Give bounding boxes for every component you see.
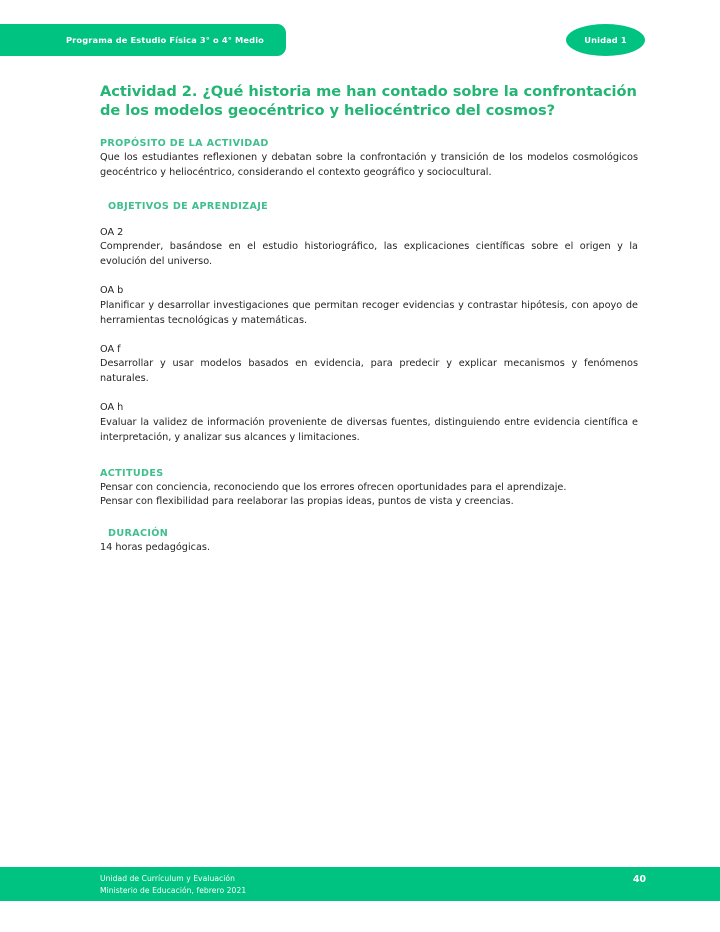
objetivo-code: OA f (100, 343, 121, 355)
spacer (100, 329, 638, 343)
objetivo-item (100, 401, 638, 446)
actitudes-line: Pensar con conciencia, reconociendo que los errores ofrecen oportunidades para el aprendizaje. (100, 481, 567, 493)
spacer (100, 214, 638, 226)
page-footer (0, 867, 720, 901)
objetivo-code: OA b (100, 285, 124, 297)
footer-line-1: Unidad de Currículum y Evaluación (100, 874, 235, 883)
objetivo-text: Desarrollar y usar modelos basados en evidencia, para predecir y explicar mecanismos y fenómenos naturales. (100, 358, 638, 385)
objetivo-text: Comprender, basándose en el estudio historiográfico, las explicaciones científicas sobre el origen y la evolución del universo. (100, 241, 638, 268)
objetivos-heading: OBJETIVOS DE APRENDIZAJE (108, 200, 269, 212)
section-proposito (100, 138, 638, 181)
section-duracion (100, 528, 638, 556)
footer-line-2: Ministerio de Educación, febrero 2021 (100, 885, 247, 895)
duracion-heading: DURACIÓN (108, 528, 169, 540)
spacer (100, 181, 638, 201)
objetivo-text: Planificar y desarrollar investigaciones que permitan recoger evidencias y contrastar hipótesis, con apoyo de herramientas tecnológicas y matemáticas. (100, 299, 638, 326)
proposito-body: Que los estudiantes reflexionen y debatan sobre la confrontación y transición de los modelos cosmológicos geocéntrico y heliocéntrico, considerando el contexto geográfico y sociocultural. (100, 151, 638, 178)
objetivo-text: Evaluar la validez de información proveniente de diversas fuentes, distinguiendo entre evidencia científica e interpretación, y analizar sus alcances y limitaciones. (100, 416, 638, 443)
objetivo-code: OA h (100, 402, 124, 414)
unit-badge (566, 24, 645, 56)
program-label-banner (0, 24, 286, 56)
unit-badge-text: Unidad 1 (584, 35, 627, 45)
proposito-heading: PROPÓSITO DE LA ACTIVIDAD (100, 137, 269, 149)
page-title: Actividad 2. ¿Qué historia me han contado sobre la confrontación de los modelos geocéntrico y heliocéntrico del cosmos? (100, 83, 637, 120)
objetivo-item (100, 226, 638, 271)
footer-institution (100, 873, 246, 896)
section-objetivos (100, 201, 638, 446)
actitudes-heading: ACTITUDES (100, 467, 164, 479)
actitudes-line: Pensar con flexibilidad para reelaborar las propias ideas, puntos de vista y creencias. (100, 496, 514, 508)
spacer (100, 510, 638, 528)
document-content (100, 82, 638, 556)
section-actitudes (100, 468, 638, 511)
spacer (100, 446, 638, 468)
program-label-text: Programa de Estudio Física 3° o 4° Medio (65, 35, 264, 45)
page-header (0, 0, 720, 74)
duracion-body: 14 horas pedagógicas. (100, 542, 211, 554)
objetivo-item (100, 343, 638, 388)
spacer (100, 387, 638, 401)
spacer (100, 270, 638, 284)
page-number: 40 (632, 874, 646, 885)
objetivo-code: OA 2 (100, 226, 124, 238)
objetivo-item (100, 284, 638, 329)
